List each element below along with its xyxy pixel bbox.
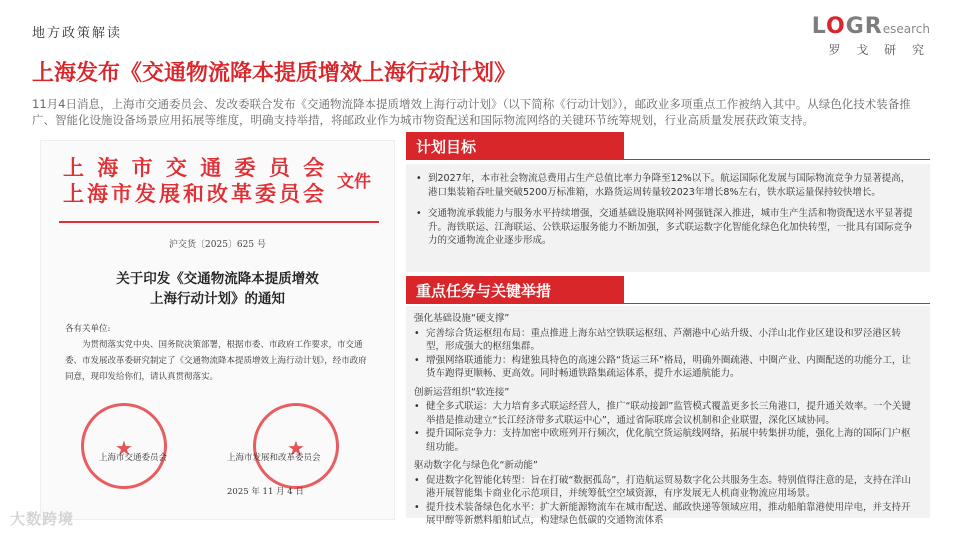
document-image xyxy=(40,140,395,520)
list-item: • 提升国际竞争力：支持加密中欧班列开行频次，优化航空货运航线网络，拓展中转集拼功能，强化上海的国际门户枢纽功能。 xyxy=(414,428,911,453)
document-suffix: 文件 xyxy=(337,172,371,192)
official-seal-icon: ★ xyxy=(81,403,167,489)
document-signer: 上海市交通委员会 xyxy=(99,453,168,463)
group-title: 驱动数字化与绿色化“新动能” xyxy=(414,460,538,471)
logo-chinese-name: 罗 戈 研 究 xyxy=(828,43,930,57)
list-item: • 增强网络联通能力：构建独具特色的高速公路“货运三环”格局，明确外圈疏港、中圈产业、内圈配送的功能分工，让货车跑得更顺畅、更高效。同时畅通铁路集疏运体系，提升水运通航能力。 xyxy=(414,354,911,379)
group-title: 创新运营组织“软连接” xyxy=(414,386,510,398)
list-item: • 促进数字化智能化转型：旨在打破“数据孤岛”，打造航运贸易数字化公共服务生态。特别值得注意的是，支持在洋山港开展智能集卡商业化示范项目，并统筹低空空域资源，有序发展无人机商业物流应用场景。 xyxy=(414,474,911,499)
logo-mark: LOGResearch xyxy=(811,14,930,39)
logo xyxy=(812,14,930,58)
document-title: 关于印发《交通物流降本提质增效 上海行动计划》的通知 xyxy=(116,271,319,307)
tasks-panel xyxy=(406,306,930,526)
document-issuer: 上 海 市 交 通 委 员 会 上海市发展和改革委员会 xyxy=(63,155,328,206)
document-date: 2025 年 11 月 4 日 xyxy=(227,487,304,497)
list-item: • 提升技术装备绿色化水平：扩大新能源物流车在城市配送、邮政快递等领域应用，推动船舶靠港使用岸电，并支持开展甲醇等新燃料船舶试点，构建绿色低碳的交通物流体系 xyxy=(414,501,911,526)
goals-panel xyxy=(406,164,930,272)
document-signer: 上海市发展和改革委员会 xyxy=(227,453,321,463)
document-red-rule xyxy=(59,221,379,223)
divider xyxy=(406,159,930,160)
official-seal-icon: ★ xyxy=(253,403,339,489)
list-item: • 到2027年，本市社会物流总费用占生产总值比率力争降至12%以下。航运国际化发展与国际物流竞争力显著提高，港口集装箱吞吐量突破5200万标准箱，水路货运周转量较2023年增长8%左右，铁水联运量保持较快增长。 xyxy=(416,173,911,198)
document-body: 各有关单位: 为贯彻落实党中央、国务院决策部署，根据市委、市政府工作要求，市交通委、市发展改革委研究制定了《交通物流降本提质增效上海行动计划》，经市政府同意，现印发给你们，请认真贯彻落实。 xyxy=(65,324,367,382)
page-title: 上海发布《交通物流降本提质增效上海行动计划》 xyxy=(32,61,517,86)
list-item: • 完善综合货运枢纽布局：重点推进上海东站空铁联运枢纽、芦潮港中心站升级、小洋山北作业区建设和罗泾港区转型，形成强大的枢纽集群。 xyxy=(414,327,902,352)
divider xyxy=(406,303,930,304)
intro-paragraph: 11月4日消息，上海市交通委员会、发改委联合发布《交通物流降本提质增效上海行动计划》（以下简称《行动计划》），邮政业多项重点工作被纳入其中。从绿色化技术装备推广、智能化设施设备场景应用拓展等维度，明确支持举措，将邮政业作为城市物资配送和国际物流网络的关键环节统筹规划，行业高质量发展获政策支持。 xyxy=(32,97,911,127)
document-number: 沪交货〔2025〕625 号 xyxy=(169,240,266,250)
tasks-header: 重点任务与关键举措 xyxy=(406,276,624,304)
list-item: • 交通物流承载能力与服务水平持续增强，交通基础设施联网补网强链深入推进，城市生产生活和物资配送水平显著提升。海铁联运、江海联运、公铁联运服务能力不断加强，多式联运数字化智能化绿色化加快转型，一批具有国际竞争力的交通物流企业逐步形成。 xyxy=(416,208,913,246)
goals-header: 计划目标 xyxy=(406,132,624,160)
list-item: • 健全多式联运：大力培育多式联运经营人，推广“联动接卸”监管模式覆盖更多长三角港口，提升通关效率。一个关键举措是推动建立“长江经济带多式联运中心”，通过省际联席会议机制和企业联盟，深化区域协同。 xyxy=(414,401,911,426)
group-title: 强化基础设施“硬支撑” xyxy=(414,313,510,324)
watermark: 大数跨境 xyxy=(10,510,75,528)
section-label: 地方政策解读 xyxy=(32,26,123,41)
